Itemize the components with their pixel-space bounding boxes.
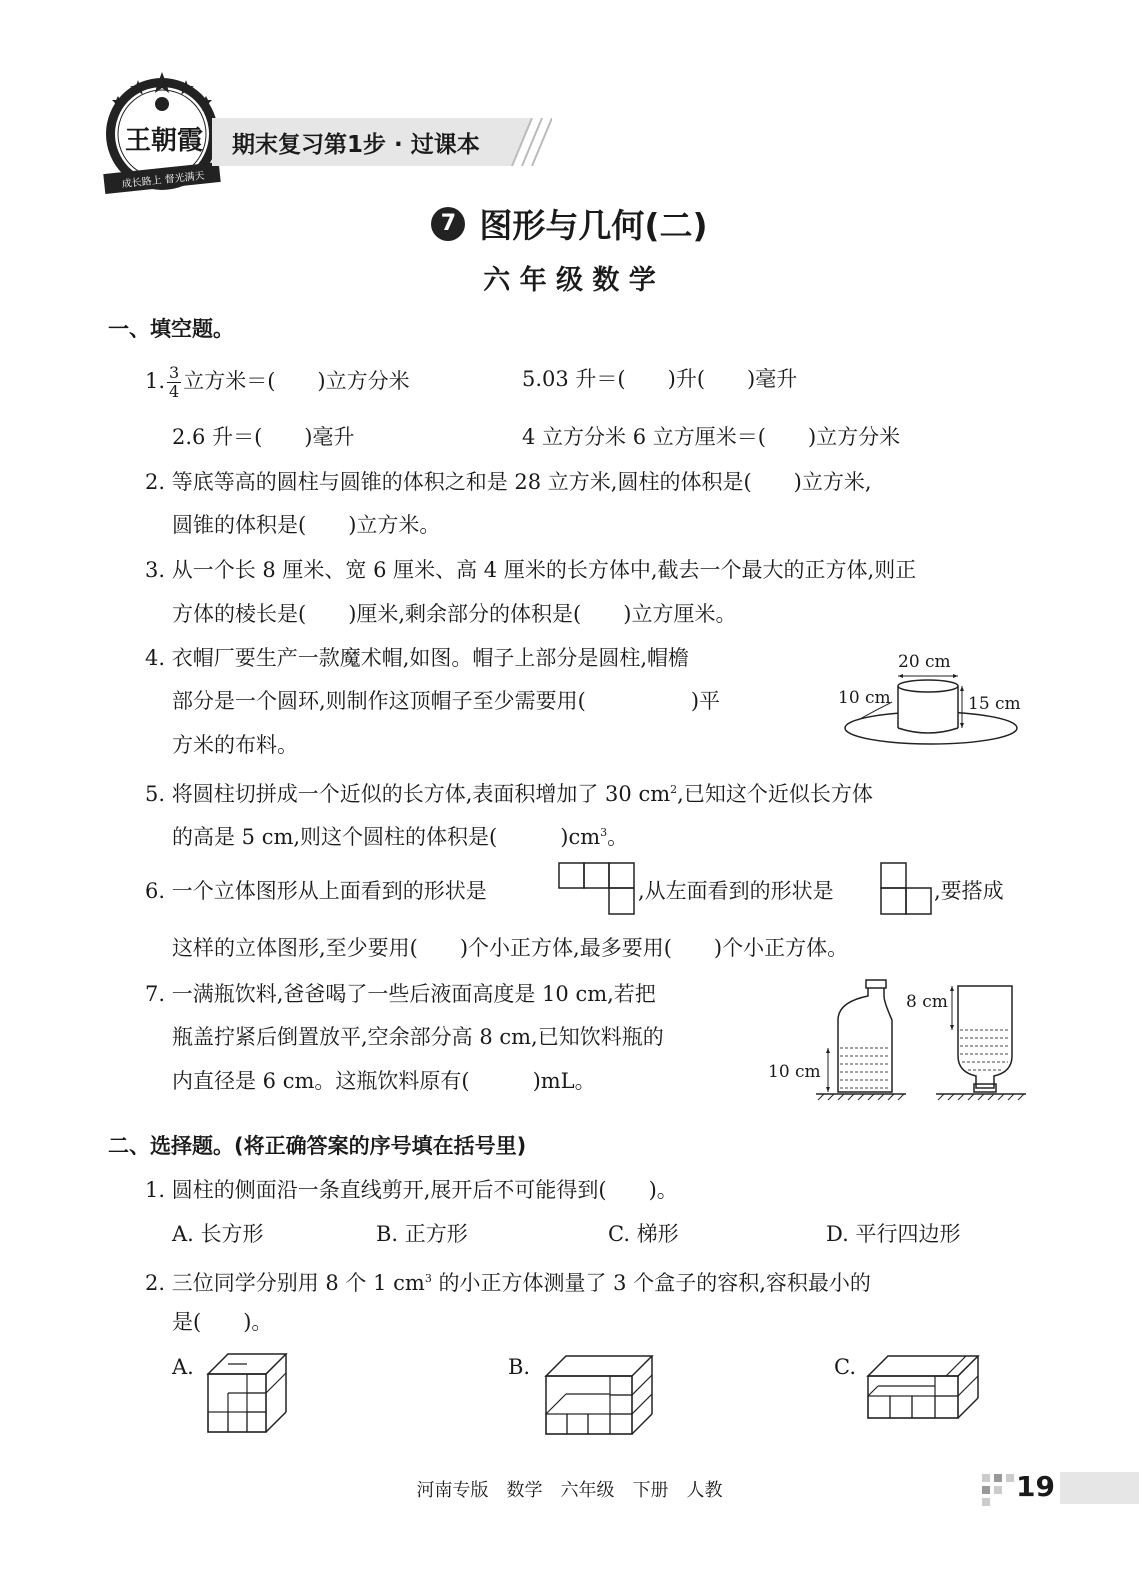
q6-line2: 这样的立体图形,至少要用( )个小正方体,最多要用( )个小正方体。	[172, 936, 849, 960]
s2-q1-line: 1. 圆柱的侧面沿一条直线剪开,展开后不可能得到( )。	[145, 1178, 678, 1202]
q6-line1-b: ,从左面看到的形状是	[638, 879, 834, 903]
box-a-label: A.	[172, 1355, 194, 1379]
top-view-figure	[558, 862, 636, 922]
bottle-icon	[766, 976, 1028, 1102]
pixel-decoration-icon	[980, 1470, 1020, 1506]
bottle-figure	[766, 976, 1028, 1102]
q6-line1-a: 6. 一个立体图形从上面看到的形状是	[145, 879, 487, 903]
page-number-block	[980, 1470, 1139, 1506]
publisher-seal	[100, 70, 225, 195]
box-b-icon	[544, 1354, 654, 1436]
page-number: 19	[1016, 1470, 1055, 1503]
q7-line1: 7. 一满瓶饮料,爸爸喝了一些后液面高度是 10 cm,若把	[145, 982, 656, 1006]
box-c-figure	[866, 1354, 980, 1424]
banner-text: 期末复习第1步 · 过课本	[232, 132, 480, 158]
q4-line1: 4. 衣帽厂要生产一款魔术帽,如图。帽子上部分是圆柱,帽檐	[145, 646, 690, 670]
q1-part-c: 2.6 升＝( )毫升	[172, 425, 355, 449]
q1-part-b: 5.03 升＝( )升( )毫升	[522, 367, 798, 391]
chapter-title-text: 图形与几何(二)	[479, 206, 708, 245]
q7-line3: 内直径是 6 cm。这瓶饮料原有( )mL。	[172, 1069, 596, 1093]
q1-part-d: 4 立方分米 6 立方厘米＝( )立方分米	[522, 425, 901, 449]
s2-q2-line1: 2. 三位同学分别用 8 个 1 $cm^3$ 的小正方体测量了 3 个盒子的容积,容积最小的	[145, 1271, 871, 1295]
seal-slogan: 成长路上 督光满天	[121, 170, 206, 191]
top-view-icon	[558, 862, 636, 918]
box-c-label: C.	[834, 1355, 856, 1379]
section1-heading: 一、填空题。	[108, 317, 234, 341]
chapter-number: 7	[440, 210, 457, 236]
chapter-title	[0, 200, 1139, 247]
q3-line1: 3. 从一个长 8 厘米、宽 6 厘米、高 4 厘米的长方体中,截去一个最大的正方体,则正	[145, 558, 917, 582]
hat-figure	[836, 650, 1031, 760]
chapter-badge	[431, 207, 465, 241]
box-b-figure	[544, 1354, 654, 1440]
left-view-icon	[880, 862, 936, 918]
q4-line2: 部分是一个圆环,则制作这顶帽子至少需要用( )平	[172, 689, 721, 713]
q1-fraction: $\frac{3}{4}$	[169, 363, 180, 401]
s2-q1-option-b: B. 正方形	[376, 1222, 468, 1246]
hat-label-left: 10 cm	[838, 688, 891, 708]
q6-line1-c: ,要搭成	[934, 879, 1004, 903]
q1-line1: 1. $\frac{3}{4}$ 立方米＝( )立方分米	[145, 363, 410, 401]
s2-q2-line2: 是( )。	[172, 1310, 273, 1334]
banner	[212, 118, 552, 166]
box-a-figure	[206, 1352, 288, 1438]
s2-q1-option-a: A. 长方形	[172, 1222, 264, 1246]
box-b-label: B.	[508, 1355, 531, 1379]
page-number-bar	[1060, 1472, 1139, 1504]
q3-line2: 方体的棱长是( )厘米,剩余部分的体积是( )立方厘米。	[172, 602, 737, 626]
footer-text: 河南专版 数学 六年级 下册 人教	[416, 1480, 723, 1501]
hat-label-top: 20 cm	[898, 652, 951, 672]
box-c-icon	[866, 1354, 980, 1420]
left-view-figure	[880, 862, 936, 922]
q5-line1: 5. 将圆柱切拼成一个近似的长方体,表面积增加了 30 $cm^2$,已知这个近似长方体	[145, 782, 873, 806]
q2-line2: 圆锥的体积是( )立方米。	[172, 513, 441, 537]
bottle-label-right: 8 cm	[906, 992, 948, 1012]
bottle-label-left: 10 cm	[768, 1062, 821, 1082]
hat-label-right: 15 cm	[968, 694, 1021, 714]
s2-q1-option-c: C. 梯形	[608, 1222, 679, 1246]
q2-line1: 2. 等底等高的圆柱与圆锥的体积之和是 28 立方米,圆柱的体积是( )立方米,	[145, 470, 872, 494]
box-a-icon	[206, 1352, 288, 1434]
q7-line2: 瓶盖拧紧后倒置放平,空余部分高 8 cm,已知饮料瓶的	[172, 1025, 664, 1049]
seal-text: 王朝霞	[124, 126, 203, 156]
q5-line2: 的高是 5 cm,则这个圆柱的体积是( )$cm^3$。	[172, 825, 629, 849]
section2-heading: 二、选择题。(将正确答案的序号填在括号里)	[108, 1134, 527, 1158]
subject-title: 六 年 级 数 学	[483, 265, 656, 296]
q4-line3: 方米的布料。	[172, 733, 298, 757]
s2-q1-option-d: D. 平行四边形	[826, 1222, 961, 1246]
